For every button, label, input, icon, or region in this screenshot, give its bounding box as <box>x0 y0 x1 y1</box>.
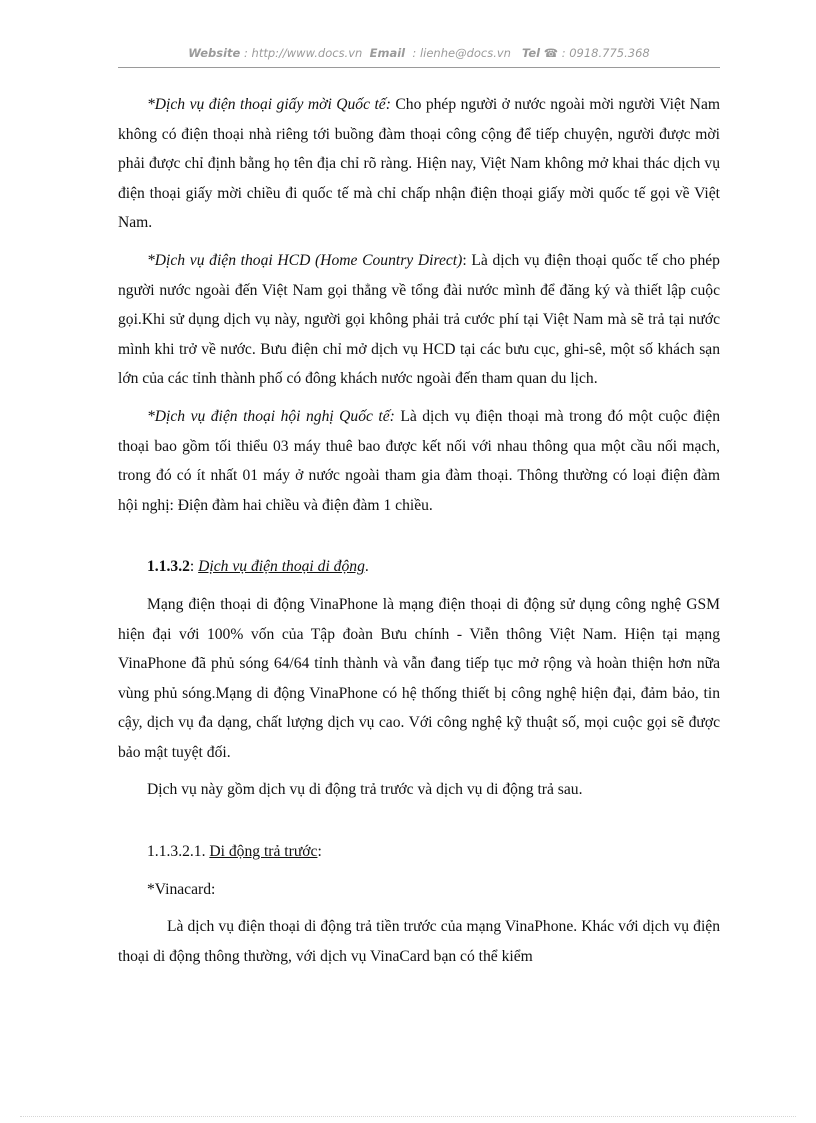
section-sep: : <box>189 558 199 576</box>
section-number: 1.1.3.2 <box>147 558 190 576</box>
subsection-end: : <box>317 843 322 861</box>
spacer <box>118 528 720 552</box>
paragraph-text: Cho phép người ở nước ngoài mời người Việt Nam không có điện thoại nhà riêng tới buồng đàm thoại công cộng để tiếp chuyện, người được mời phải được chỉ định bằng họ tên địa chỉ rõ ràng. Hiện nay, Việt Nam không mở khai thác dịch vụ điện thoại giấy mời chiều đi quốc tế mà chỉ chấp nhận điện thoại giấy mời quốc tế gọi về Việt Nam. <box>118 96 720 232</box>
email-value: : lienhe@docs.vn <box>412 46 511 60</box>
website-value: : http://www.docs.vn <box>244 46 363 60</box>
email-label: Email <box>369 46 406 60</box>
vinacard-label: *Vinacard: <box>147 880 216 898</box>
paragraph-text: Là dịch vụ điện thoại mà trong đó một cuộc điện thoại bao gồm tối thiểu 03 máy thuê bao được kết nối với nhau thông qua một cầu nối mạch, trong đó có ít nhất 01 máy ở nước ngoài tham gia đàm thoại. Thông thường có loại điện đàm hội nghị: Điện đàm hai chiều và điện đàm 1 chiều. <box>118 407 720 514</box>
tel-label: Tel <box>521 46 541 60</box>
paragraph-international-invitation <box>118 90 720 238</box>
website-label: Website <box>188 46 241 60</box>
paragraph-vinaphone: Mạng điện thoại di động VinaPhone là mạng điện thoại di động sử dụng công nghệ GSM hiện đại với 100% vốn của Tập đoàn Bưu chính - Viễn thông Việt Nam. Hiện tại mạng VinaPhone đã phủ sóng 64/64 tỉnh thành và vẫn đang tiếp tục mở rộng và hoàn thiện hơn nữa vùng phủ sóng.Mạng di động VinaPhone có hệ thống thiết bị công nghệ hiện đại, đảm bảo, tin cậy, dịch vụ đa dạng, chất lượng dịch vụ cao. Với công nghệ kỹ thuật số, mọi cuộc gọi sẽ được bảo mật tuyệt đối. <box>118 595 720 761</box>
subsection-number: 1.1.3.2.1. <box>147 843 210 861</box>
section-end: . <box>364 558 369 576</box>
paragraph-text: : Là dịch vụ điện thoại quốc tế cho phép người nước ngoài đến Việt Nam gọi thẳng về tổng đài nước mình để đăng ký và thiết lập cuộc gọi.Khi sử dụng dịch vụ này, người gọi không phải trả cước phí tại Việt Nam mà sẽ trả tại nước mình khi trở về nước. Bưu điện chỉ mở dịch vụ HCD tại các bưu cục, ghi-sê, một số khách sạn lớn của các tỉnh thành phố có đông khách nước ngoài đến tham quan du lịch. <box>118 251 720 388</box>
term: *Dịch vụ điện thoại HCD (Home Country Direct) <box>147 251 463 269</box>
page-header <box>118 46 720 60</box>
phone-icon: ☎ <box>543 46 559 60</box>
footer-divider <box>20 1116 796 1117</box>
subsection-title: Di động trả trước <box>209 843 318 861</box>
paragraph-hcd <box>118 246 720 394</box>
spacer <box>118 813 720 837</box>
header-divider <box>118 67 720 68</box>
section-heading <box>118 552 720 582</box>
document-body <box>118 90 720 979</box>
paragraph-conference <box>118 402 720 520</box>
tel-value: : 0918.775.368 <box>561 46 650 60</box>
term: *Dịch vụ điện thoại hội nghị Quốc tế: <box>147 407 395 425</box>
subsection-heading <box>118 837 720 867</box>
paragraph-vinacard: Là dịch vụ điện thoại di động trả tiền trước của mạng VinaPhone. Khác với dịch vụ điện thoại di động thông thường, với dịch vụ VinaCard bạn có thể kiểm <box>118 918 720 965</box>
section-title: Dịch vụ điện thoại di động <box>198 558 365 576</box>
paragraph-service-types: Dịch vụ này gồm dịch vụ di động trả trước và dịch vụ di động trả sau. <box>147 781 583 799</box>
term: *Dịch vụ điện thoại giấy mời Quốc tế: <box>147 96 391 113</box>
